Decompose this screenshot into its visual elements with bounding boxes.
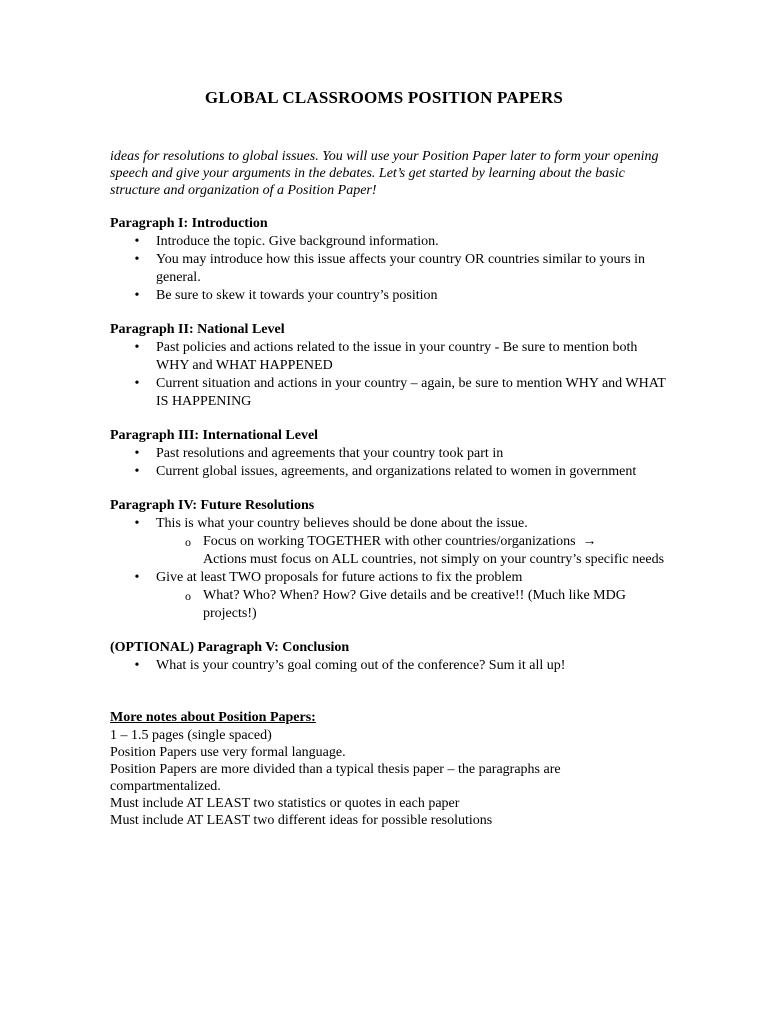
section-heading: Paragraph III: International Level bbox=[110, 428, 319, 443]
bullet-list bbox=[110, 339, 670, 411]
bullet-text: Current global issues, agreements, and organizations related to women in government bbox=[156, 464, 637, 479]
notes-section bbox=[110, 709, 670, 829]
bullet-icon: • bbox=[134, 252, 140, 267]
sub-bullet-text: Actions must focus on ALL countries, not simply on your country’s specific needs bbox=[203, 552, 665, 567]
sub-bullet-icon: o bbox=[185, 589, 191, 603]
notes-heading: More notes about Position Papers: bbox=[110, 710, 316, 725]
arrow-right-icon: → bbox=[582, 534, 597, 549]
section-heading: Paragraph II: National Level bbox=[110, 322, 285, 337]
section-national-level bbox=[110, 321, 670, 411]
sub-bullet-list bbox=[156, 533, 670, 569]
bullet-text: Give at least TWO proposals for future actions to fix the problem bbox=[156, 570, 523, 585]
list-item bbox=[110, 463, 670, 481]
bullet-icon: • bbox=[134, 516, 140, 531]
sub-bullet-text: Focus on working TOGETHER with other countries/organizations bbox=[203, 534, 576, 549]
bullet-text: Be sure to skew it towards your country’s position bbox=[156, 288, 438, 303]
list-item bbox=[110, 515, 670, 569]
list-item bbox=[110, 251, 670, 287]
notes-line: Must include AT LEAST two statistics or quotes in each paper bbox=[110, 796, 460, 811]
bullet-icon: • bbox=[134, 376, 140, 391]
notes-line: 1 – 1.5 pages (single spaced) bbox=[110, 728, 272, 743]
bullet-icon: • bbox=[134, 234, 140, 249]
bullet-icon: • bbox=[134, 340, 140, 355]
bullet-list bbox=[110, 445, 670, 481]
notes-line: Must include AT LEAST two different ideas for possible resolutions bbox=[110, 813, 493, 828]
section-international-level bbox=[110, 427, 670, 481]
sub-bullet-icon: o bbox=[185, 535, 191, 549]
sub-bullet-list bbox=[156, 587, 670, 623]
section-heading: (OPTIONAL) Paragraph V: Conclusion bbox=[110, 640, 350, 655]
notes-line: Position Papers use very formal language. bbox=[110, 745, 346, 760]
bullet-text: Current situation and actions in your country – again, be sure to mention WHY and WHAT IS HAPPENING bbox=[156, 376, 666, 409]
bullet-icon: • bbox=[134, 570, 140, 585]
page-title: GLOBAL CLASSROOMS POSITION PAPERS bbox=[204, 88, 564, 107]
sub-list-item bbox=[156, 533, 670, 569]
section-introduction bbox=[110, 215, 670, 305]
list-item bbox=[110, 287, 670, 305]
sub-bullet-text: What? Who? When? How? Give details and be creative!! (Much like MDG projects!) bbox=[203, 588, 626, 621]
bullet-icon: • bbox=[134, 464, 140, 479]
list-item bbox=[110, 339, 670, 375]
list-item bbox=[110, 233, 670, 251]
list-item bbox=[110, 445, 670, 463]
section-conclusion bbox=[110, 639, 670, 675]
document-body bbox=[110, 215, 670, 829]
list-item bbox=[110, 657, 670, 675]
intro-paragraph: ideas for resolutions to global issues. You will use your Position Paper later to form your opening speech and give your arguments in the debates. Let’s get started by learning about the basic structure and organization of a Position Paper! bbox=[110, 149, 659, 198]
bullet-text: Past policies and actions related to the issue in your country - Be sure to mention both WHY and WHAT HAPPENED bbox=[156, 340, 638, 373]
bullet-list bbox=[110, 657, 670, 675]
bullet-text: Past resolutions and agreements that your country took part in bbox=[156, 446, 504, 461]
bullet-text: What is your country’s goal coming out of the conference? Sum it all up! bbox=[156, 658, 566, 673]
sub-list-item bbox=[156, 587, 670, 623]
section-heading: Paragraph IV: Future Resolutions bbox=[110, 498, 315, 513]
bullet-icon: • bbox=[134, 446, 140, 461]
bullet-text: This is what your country believes should be done about the issue. bbox=[156, 516, 528, 531]
bullet-list bbox=[110, 515, 670, 623]
bullet-text: Introduce the topic. Give background information. bbox=[156, 234, 439, 249]
bullet-icon: • bbox=[134, 288, 140, 303]
list-item bbox=[110, 569, 670, 623]
bullet-list bbox=[110, 233, 670, 305]
bullet-icon: • bbox=[134, 658, 140, 673]
bullet-text: You may introduce how this issue affects your country OR countries similar to yours in general. bbox=[156, 252, 646, 285]
section-future-resolutions bbox=[110, 497, 670, 623]
notes-line: Position Papers are more divided than a typical thesis paper – the paragraphs are compartmentalized. bbox=[110, 762, 561, 794]
section-heading: Paragraph I: Introduction bbox=[110, 216, 268, 231]
list-item bbox=[110, 375, 670, 411]
